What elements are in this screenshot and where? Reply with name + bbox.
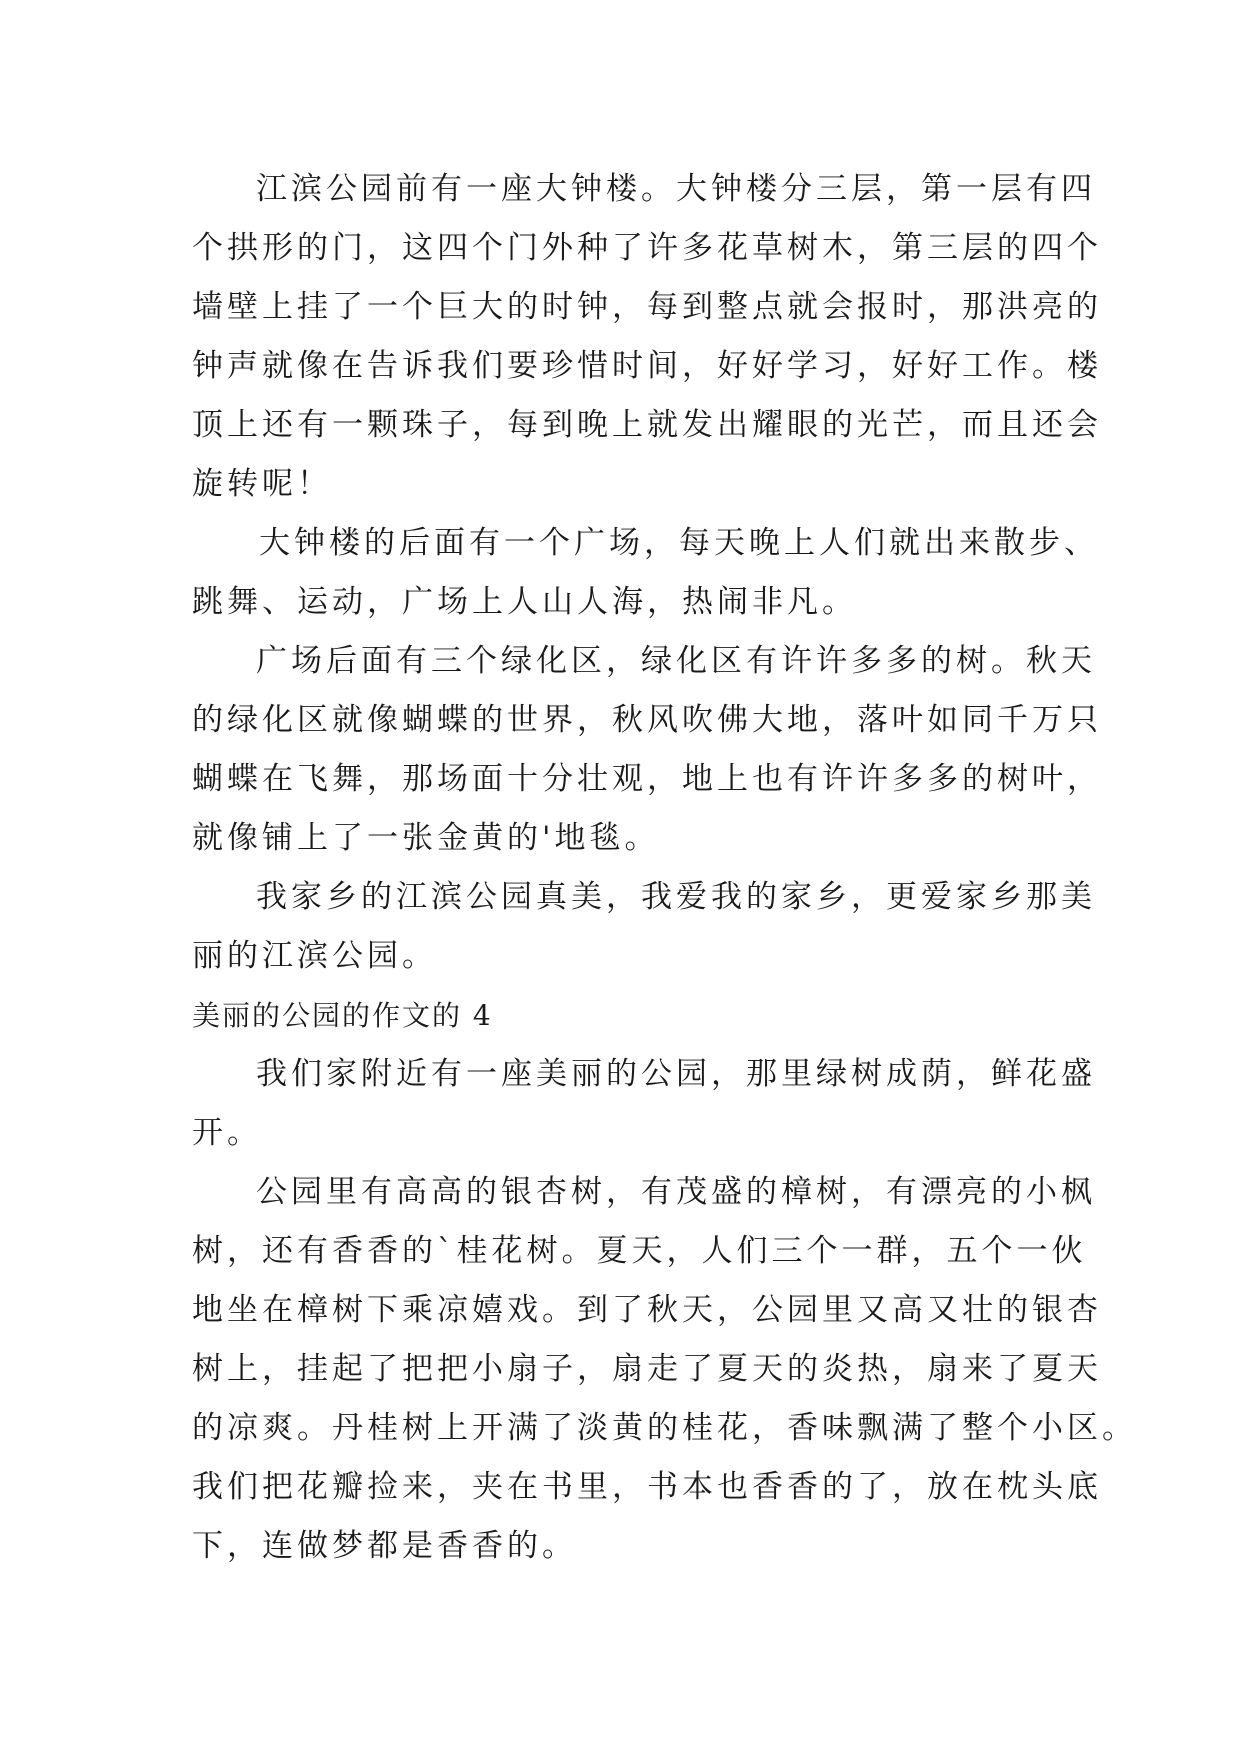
text-line: 顶上还有一颗珠子，每到晚上就发出耀眼的光芒，而且还会 bbox=[192, 407, 1102, 443]
paragraph-conclusion bbox=[192, 868, 1096, 986]
text-line: 个拱形的门，这四个门外种了许多花草树木，第三层的四个 bbox=[192, 230, 1102, 266]
text-line: 树，还有香香的`桂花树。夏天，人们三个一群，五个一伙 bbox=[192, 1233, 1087, 1269]
text-line: 我们把花瓣捡来，夹在书里，书本也香香的了，放在枕头底 bbox=[192, 1469, 1102, 1505]
paragraph-park-trees bbox=[192, 1163, 1137, 1576]
text-line: 地坐在樟树下乘凉嬉戏。到了秋天，公园里又高又壮的银杏 bbox=[192, 1292, 1102, 1328]
text-line: 树上，挂起了把把小扇子，扇走了夏天的炎热，扇来了夏天 bbox=[192, 1351, 1102, 1387]
text-line: 我家乡的江滨公园真美，我爱我的家乡，更爱家乡那美 bbox=[256, 879, 1096, 915]
document-body bbox=[192, 160, 1137, 1576]
text-line: 跳舞、运动，广场上人山人海，热闹非凡。 bbox=[192, 584, 857, 620]
text-line: 墙壁上挂了一个巨大的时钟，每到整点就会报时，那洪亮的 bbox=[192, 289, 1102, 325]
text-line: 丽的江滨公园。 bbox=[192, 938, 437, 974]
paragraph-park-intro bbox=[192, 1045, 1096, 1163]
paragraph-green-area bbox=[192, 632, 1102, 868]
paragraph-clock-tower bbox=[192, 160, 1102, 514]
text-line: 的绿化区就像蝴蝶的世界，秋风吹佛大地，落叶如同千万只 bbox=[192, 702, 1102, 738]
text-line: 江滨公园前有一座大钟楼。大钟楼分三层，第一层有四 bbox=[256, 171, 1096, 207]
text-line: 大钟楼的后面有一个广场，每天晚上人们就出来散步、 bbox=[259, 525, 1099, 561]
essay-title bbox=[192, 986, 1072, 1045]
text-line: 钟声就像在告诉我们要珍惜时间，好好学习，好好工作。楼 bbox=[192, 348, 1102, 384]
text-line: 公园里有高高的银杏树，有茂盛的樟树，有漂亮的小枫 bbox=[256, 1174, 1096, 1210]
text-line: 蝴蝶在飞舞，那场面十分壮观，地上也有许许多多的树叶， bbox=[192, 761, 1102, 797]
text-line: 我们家附近有一座美丽的公园，那里绿树成荫，鲜花盛 bbox=[256, 1056, 1096, 1092]
text-line: 旋转呢！ bbox=[192, 466, 332, 502]
essay-title-text: 美丽的公园的作文的 4 bbox=[192, 999, 493, 1032]
text-line: 开。 bbox=[192, 1115, 262, 1151]
paragraph-square bbox=[192, 514, 1099, 632]
text-line: 下，连做梦都是香香的。 bbox=[192, 1528, 577, 1564]
text-line: 广场后面有三个绿化区，绿化区有许许多多的树。秋天 bbox=[256, 643, 1096, 679]
text-line: 的凉爽。丹桂树上开满了淡黄的桂花，香味飘满了整个小区。 bbox=[192, 1410, 1137, 1446]
text-line: 就像铺上了一张金黄的'地毯。 bbox=[192, 820, 660, 856]
